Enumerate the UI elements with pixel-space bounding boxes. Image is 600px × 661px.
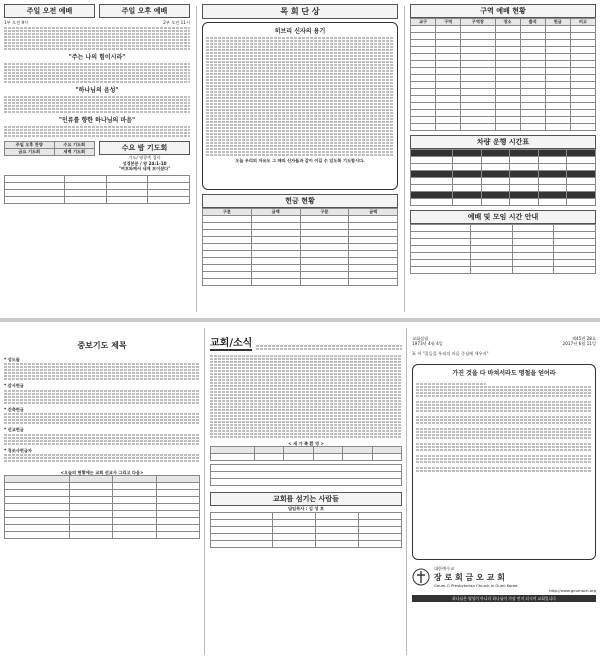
schedule-label-1: 주일 오후 찬양 [5,142,55,149]
morning-time-label-2: 2부 오전 11시 [163,20,190,25]
prayer-column [4,326,200,657]
schedule-label-2: 수요 기도회 [54,142,95,149]
church-slogan-bar: 하나님은 명성이 아니라 하나님이 가장 먼저 되시며 교회입니다 [412,595,596,602]
servants-table [210,512,402,548]
poem-title: 가진 것을 다 바쳐서라도 명철을 얻어라 [452,370,556,378]
column-box [202,22,398,190]
prayer-footer: <오늘의 현황에는 교회 선교사 그리고 다음> [60,470,144,476]
closing-title: "인류를 향한 하나님의 마음" [58,117,136,125]
small-schedule-table [4,141,95,156]
church-name: 장 로 회 금 오 교 회 [434,571,505,582]
offering-header-3: 구분 [300,209,349,216]
pastor-column [202,4,398,314]
worship-assignment-table [4,175,190,204]
news-column [210,326,402,657]
district-header-4: 장소 [495,19,520,26]
wednesday-ref: 성경본문 / 왕 24:1-10 [122,160,167,166]
offering-table [202,208,398,286]
morning-worship-title: 주일 오전 예배 [4,4,95,18]
new-family-title: < 새 가 족 환 영 > [288,441,324,446]
prayer-title: 중보기도 제목 [77,340,127,350]
bulletin-inner-sheet [0,0,600,319]
poem-box [412,364,596,560]
schedule-label-3: 금요 기도회 [5,149,55,156]
offering-header-1: 구분 [203,209,252,216]
denomination-label: 대한예수교 [434,566,455,572]
prayer-section-5: * 경조사헌금자 [4,447,32,453]
column-title: 목 회 단 상 [202,4,398,19]
morning-time-label: 1부 오전 9시 [4,20,29,25]
prayer-section-1: * 성도들 [4,357,20,362]
column-divider [404,6,405,312]
wednesday-theme: "여호와께서 내게 보이셨다" [118,166,171,172]
district-header-5: 출석 [520,19,545,26]
info-column [410,4,596,314]
meetings-title: 예배 및 모임 시간 안내 [410,210,596,224]
worship-order-lines [4,27,190,50]
district-header-3: 구역장 [461,19,495,26]
column-divider [204,328,205,655]
servants-title: 교회를 섬기는 사람들 [210,492,402,506]
church-url[interactable]: http://www.geumoch.org [549,587,596,593]
servants-pastor: 담임목사 : 김 성 호 [288,506,324,512]
hymn-title: "하나님의 음성" [75,87,119,95]
wednesday-sub: 기도/ 영광축 집사 [128,155,161,161]
cover-column [412,326,596,657]
founding-label: 교회설립 [412,336,429,341]
prayer-section-2: * 감사헌금 [4,383,24,389]
worship-order-column [4,4,190,314]
bulletin-outer-sheet [0,322,600,661]
wednesday-prayer-box [99,141,190,171]
wednesday-title: 수요 밤 기도회 [99,141,190,155]
issue-date: 2017년 6월 11일 [562,341,596,347]
church-motto-line: 표 어 "꿈들을 우리의 마음 중심에 세우자" [412,350,489,356]
church-english-name: Geum-O Presbyterian Church in Gumi Korea [434,582,518,588]
missionary-table [4,475,200,539]
vehicle-title: 차량 운행 시간표 [410,135,596,149]
new-family-table [210,446,402,461]
afternoon-worship-title: 주일 오후 예배 [99,4,190,18]
district-table [410,18,596,131]
sermon-title: "주는 나의 힘이시라" [68,54,126,62]
column-subtitle: 히브리 신자의 용기 [274,28,326,35]
column-divider [196,6,197,312]
founding-date: 1973년 4월 4일 [412,341,443,347]
news-title: 교회/소식 [210,334,252,351]
prayer-section-3: * 건축헌금 [4,406,24,412]
district-header-7: 비고 [570,19,595,26]
column-divider [406,328,407,655]
district-header-2: 구역 [436,19,461,26]
district-header-1: 교구 [411,19,436,26]
meetings-table [410,224,596,274]
schedule-label-4: 새벽 기도회 [54,149,95,156]
offering-title: 헌금 현황 [202,194,398,208]
prayer-section-4: * 선교헌금 [4,427,24,433]
vehicle-table [410,149,596,206]
district-header-6: 헌금 [545,19,570,26]
offering-header-2: 금액 [251,209,300,216]
offering-header-4: 금액 [349,209,398,216]
district-title: 구역 예배 현황 [410,4,596,18]
church-logo-icon [412,568,430,586]
volume-number: 제45권 28호 [571,336,596,341]
column-note: 오늘 우리의 자유도 그 때의 신자들과 같이 이길 수 있도록 기도합시다. [235,158,365,163]
notice-table [210,464,402,486]
